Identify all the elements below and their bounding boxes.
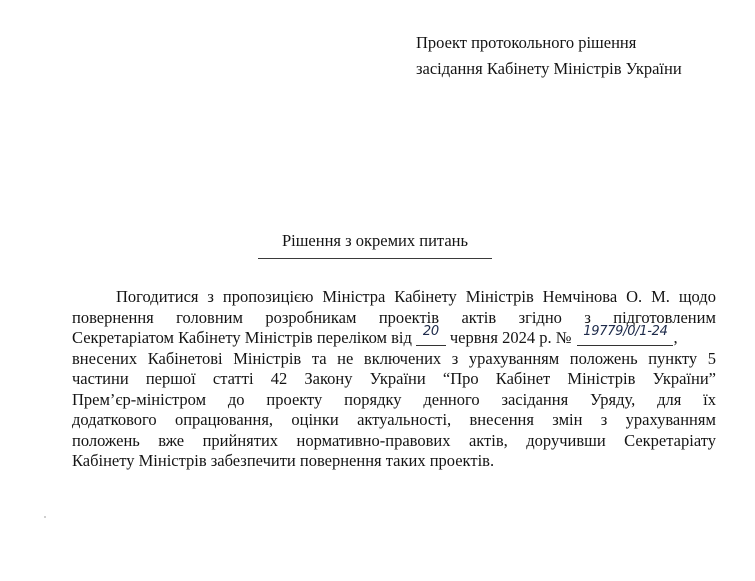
header-line-1: Проект протокольного рішення [416,33,637,52]
word: з [584,307,591,327]
word: опрацювання, [174,410,274,429]
body-line [72,287,716,308]
word: актів [461,307,497,327]
scan-artifact [44,516,46,518]
word: з [600,410,608,429]
word: проектів [378,307,440,327]
word: повернення [72,307,154,327]
word: з [207,287,214,306]
decision-body [72,287,716,472]
body-line [72,369,716,390]
body-text-segment: Секретаріатом Кабінету Міністрів переліком від [72,328,412,347]
word: Уряду, [590,389,636,409]
word: Немчінова [542,287,618,306]
word: не [337,348,354,368]
word: Кабінетові [147,348,223,368]
word: порядку [344,389,402,409]
word: для [657,389,682,409]
word: та [311,348,327,368]
word: урахуванням [468,348,560,368]
handwritten-date: 20 [416,325,446,346]
word: прийнятих [202,430,279,450]
body-line [72,431,716,452]
word: статті [212,369,254,388]
header-line-2: засідання Кабінету Міністрів України [416,59,682,78]
word: нормативно-правових [296,430,451,450]
word: до [227,389,245,409]
word: О. [626,287,643,306]
word: їх [703,389,716,409]
word: першої [145,369,196,388]
word: пропозицією [222,287,314,306]
word: Міністрів [233,348,302,368]
word: включених [363,348,442,368]
word: Міністрів [567,369,636,388]
word: “Про [442,369,479,388]
word: внесених [72,348,138,368]
word: положень [569,348,638,368]
word: вже [158,430,185,450]
word: щодо [678,287,716,306]
word: актів, [468,430,508,450]
word: головним [176,307,243,327]
word: частини [72,369,129,388]
handwritten-document-number: 19779/0/1-24 [577,325,673,346]
body-text-segment: , [673,328,678,347]
word: 5 [707,348,716,368]
word: проекту [266,389,323,409]
word: Кабінету [394,287,457,306]
word: Кабінет [495,369,551,388]
word: Міністра [322,287,386,306]
word: оцінки [291,410,339,429]
word: денного [423,389,480,409]
title-underline [258,258,492,259]
body-text-segment: червня 2024 р. № [449,328,572,347]
word: згідно [518,307,562,327]
word: положень [72,430,140,450]
document-header [416,30,682,82]
body-line [72,410,716,431]
word: Закону [304,369,353,388]
body-line [72,390,716,411]
word: 42 [270,369,288,388]
word: доручивши [526,430,606,450]
word: з [451,348,459,368]
word: розробникам [265,307,357,327]
word: засідання [501,389,569,409]
word: змін [552,410,583,429]
word: М. [651,287,670,306]
body-line-last: Кабінету Міністрів забезпечити повернення таких проектів. [72,451,495,470]
body-line-with-handwriting [72,324,716,349]
word: Погодитися [116,287,199,306]
word: Секретаріату [624,430,716,450]
word: Прем’єр-міністром [72,389,207,409]
word: Міністрів [465,287,534,306]
word: додаткового [72,410,157,429]
word: підготовленим [613,307,716,327]
word: внесення [469,410,534,429]
decision-title: Рішення з окремих питань [281,231,469,250]
word: актуальності, [357,410,452,429]
word: України” [652,369,716,388]
word: урахуванням [625,410,716,429]
word: пункту [648,348,698,368]
body-line [72,349,716,370]
word: України [369,369,426,388]
